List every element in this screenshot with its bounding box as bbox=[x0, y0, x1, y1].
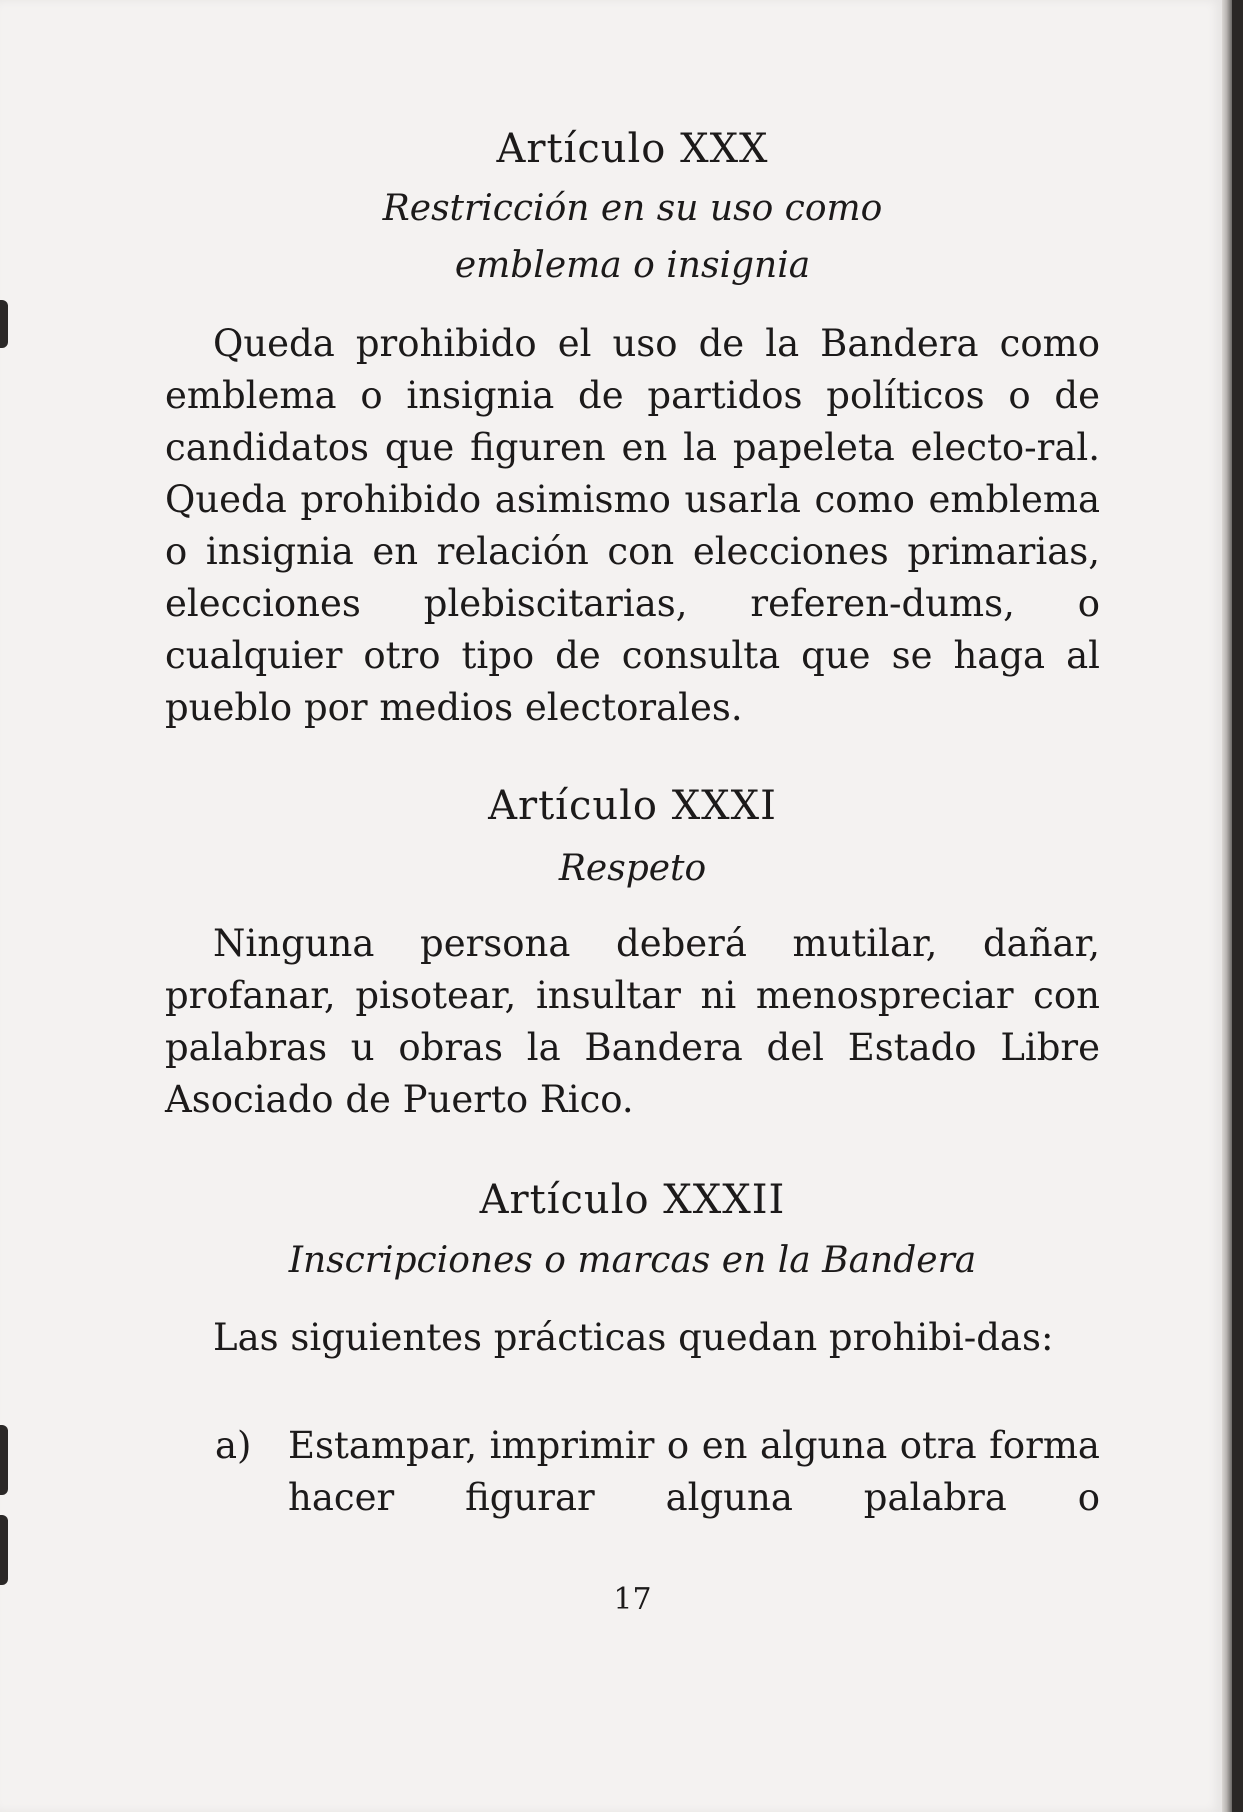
binding-notch bbox=[0, 300, 8, 348]
article-heading: Artículo XXXII bbox=[479, 1177, 786, 1223]
article-heading: Artículo XXXI bbox=[488, 783, 777, 829]
binding-notch bbox=[0, 1425, 8, 1495]
article-subtitle: Restricción en su uso como bbox=[382, 188, 883, 229]
article-heading: Artículo XXX bbox=[496, 126, 769, 172]
article-subtitle: Inscripciones o marcas en la Bandera bbox=[288, 1240, 977, 1281]
article-body: Queda prohibido el uso de la Bandera como emblema o insignia de partidos políticos o de candidatos que figuren en la papeleta electo-ral. Queda prohibido asimismo usarla como emblema o insignia en relación con elecciones primarias, elecciones plebiscitarias, referen-dums, o cualquier otro tipo de consulta que se haga al pueblo por medios electorales. bbox=[165, 322, 1100, 729]
article-subtitle: emblema o insignia bbox=[454, 245, 811, 286]
article-body: Ninguna persona deberá mutilar, dañar, profanar, pisotear, insultar ni menospreciar con palabras u obras la Bandera del Estado Libre Asociado de Puerto Rico. bbox=[165, 922, 1100, 1121]
article-body: Las siguientes prácticas quedan prohibi-das: bbox=[213, 1316, 1054, 1359]
page-edge bbox=[1222, 0, 1232, 1812]
list-item-marker: a) bbox=[215, 1424, 252, 1467]
page-number: 17 bbox=[613, 1582, 652, 1617]
article-subtitle: Respeto bbox=[558, 848, 707, 889]
list-item-text: Estampar, imprimir o en alguna otra forma hacer figurar alguna palabra o bbox=[288, 1424, 1100, 1519]
binding-notch bbox=[0, 1515, 8, 1585]
book-cover-edge bbox=[1232, 0, 1243, 1812]
